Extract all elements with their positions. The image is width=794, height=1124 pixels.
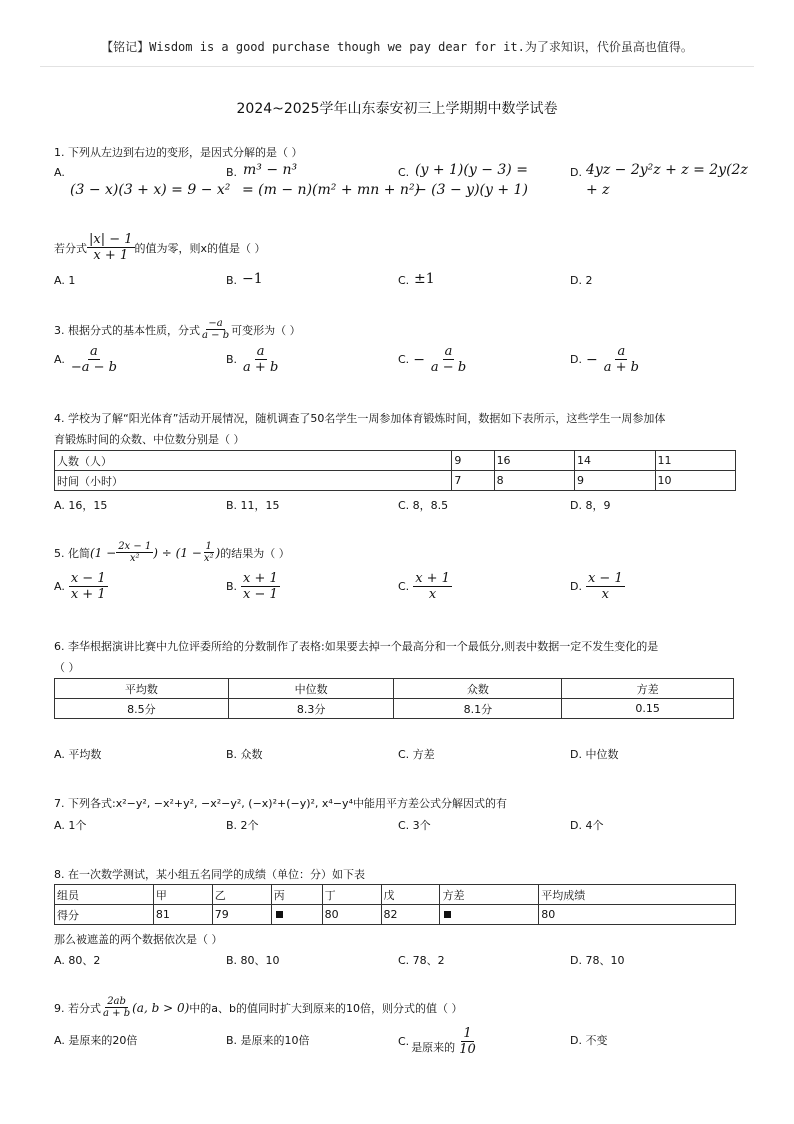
q4-cell: 14 bbox=[575, 451, 655, 471]
q1-option-c-expr1: (y + 1)(y − 3) = bbox=[415, 162, 528, 178]
q4-cell: 9 bbox=[575, 471, 655, 491]
q8-hidden-cell bbox=[440, 905, 539, 925]
q6-option-d: D. 中位数 bbox=[570, 748, 619, 761]
q9-option-c bbox=[398, 1026, 478, 1057]
q5-option-c bbox=[398, 571, 452, 602]
q1-option-a-label: A. bbox=[54, 166, 65, 179]
q3-c-den: a − b bbox=[430, 360, 467, 375]
table-row bbox=[55, 471, 736, 491]
q5-d-num: x − 1 bbox=[587, 571, 623, 586]
q8-cell: 组员 bbox=[55, 885, 154, 905]
q2-option-d: D. 2 bbox=[570, 274, 593, 287]
q7-option-a: A. 1个 bbox=[54, 819, 87, 832]
q3-option-b-frac bbox=[241, 344, 280, 375]
q5-fraction-1 bbox=[116, 541, 153, 564]
q8-cell: 81 bbox=[153, 905, 212, 925]
q8-cell: 得分 bbox=[55, 905, 154, 925]
q2-option-b-label: B. bbox=[226, 274, 238, 287]
q9-option-a: A. 是原来的20倍 bbox=[54, 1034, 138, 1047]
table-row bbox=[55, 699, 734, 719]
q8-cell: 平均成绩 bbox=[539, 885, 736, 905]
q4-cell: 10 bbox=[655, 471, 736, 491]
q5-expr-open: (1 − bbox=[90, 545, 117, 560]
q2-fraction bbox=[87, 232, 135, 263]
q3-option-a bbox=[54, 344, 119, 375]
q1-stem: 1. 下列从左边到右边的变形，是因式分解的是（ ） bbox=[54, 146, 303, 159]
q6-value-cell: 8.1分 bbox=[394, 699, 562, 719]
q9-fraction bbox=[101, 996, 132, 1019]
q1-option-c-label: C. bbox=[398, 166, 410, 179]
q5-option-c-frac bbox=[413, 571, 452, 602]
q8-cell: 丁 bbox=[322, 885, 381, 905]
q5-stem-b: 的结果为（ ） bbox=[220, 546, 290, 560]
q5-option-a-frac bbox=[69, 571, 108, 602]
q3-a-num: a bbox=[90, 344, 98, 359]
q3-a-den: −a − b bbox=[70, 360, 117, 375]
q9-option-d: D. 不变 bbox=[570, 1034, 608, 1047]
q4-option-c: C. 8，8.5 bbox=[398, 499, 449, 512]
q9-f-num: 2ab bbox=[107, 996, 126, 1007]
q9-option-c-frac bbox=[457, 1026, 478, 1057]
q9-f-den: a + b bbox=[103, 1008, 131, 1019]
q9-option-b: B. 是原来的10倍 bbox=[226, 1034, 310, 1047]
q3-b-den: a + b bbox=[243, 360, 279, 375]
q8-cell: 79 bbox=[212, 905, 271, 925]
q2-suffix: 的值为零，则x的值是（ ） bbox=[134, 241, 266, 255]
page-title: 2024~2025学年山东泰安初三上学期期中数学试卷 bbox=[236, 101, 558, 117]
q6-header-cell: 方差 bbox=[562, 679, 734, 699]
q3-option-a-frac bbox=[69, 344, 119, 375]
q8-note: 那么被遮盖的两个数据依次是（ ） bbox=[54, 933, 223, 946]
q1-option-b-expr1: m³ − n³ bbox=[243, 162, 298, 178]
q8-cell: 甲 bbox=[153, 885, 212, 905]
q5-f1-num: 2x − 1 bbox=[118, 541, 152, 552]
q3-option-a-label: A. bbox=[54, 353, 65, 366]
q5-b-num: x + 1 bbox=[243, 571, 278, 586]
q5-option-a-label: A. bbox=[54, 580, 65, 593]
table-row bbox=[55, 451, 736, 471]
table-row bbox=[55, 679, 734, 699]
q5-a-num: x − 1 bbox=[70, 571, 106, 586]
q5-expr-close: ) bbox=[215, 545, 221, 560]
q1-option-b-label: B. bbox=[226, 166, 238, 179]
q5-option-d bbox=[570, 571, 625, 602]
q5-option-b-frac bbox=[241, 571, 280, 602]
q9-condition: (a, b > 0) bbox=[132, 1000, 190, 1015]
q8-cell: 82 bbox=[381, 905, 440, 925]
q4-stem-line1: 4. 学校为了解“阳光体育”活动开展情况，随机调查了50名学生一周参加体育锻炼时间，数据如下表所示，这些学生一周参加体 bbox=[54, 412, 666, 425]
q5-option-d-frac bbox=[586, 571, 625, 602]
q9-stem-b: 中的a、b的值同时扩大到原来的10倍，则分式的值（ ） bbox=[189, 1001, 463, 1015]
q8-cell: 乙 bbox=[212, 885, 271, 905]
table-row bbox=[55, 905, 736, 925]
q8-cell: 80 bbox=[322, 905, 381, 925]
q5-fraction-2 bbox=[202, 541, 216, 564]
q3-d-den: a + b bbox=[603, 360, 639, 375]
q2-stem bbox=[54, 232, 266, 263]
q4-option-d: D. 8，9 bbox=[570, 499, 611, 512]
q3-option-b bbox=[226, 344, 280, 375]
q3-option-c-label: C. bbox=[398, 353, 410, 366]
q5-expr-mid: ) ÷ (1 − bbox=[153, 545, 202, 560]
q7-option-d: D. 4个 bbox=[570, 819, 604, 832]
q3-stem-b: 可变形为（ ） bbox=[231, 323, 301, 337]
q8-cell: 戊 bbox=[381, 885, 440, 905]
q2-prefix: 若分式 bbox=[54, 241, 87, 255]
q6-header-cell: 众数 bbox=[394, 679, 562, 699]
q5-a-den: x + 1 bbox=[70, 587, 106, 602]
q4-option-a: A. 16，15 bbox=[54, 499, 108, 512]
q1-option-d-label: D. bbox=[570, 166, 582, 179]
q6-option-c: C. 方差 bbox=[398, 748, 435, 761]
q3-stem-a: 3. 根据分式的基本性质，分式 bbox=[54, 323, 200, 337]
q5-stem-a: 5. 化简 bbox=[54, 546, 90, 560]
q9-option-c-label: C. bbox=[398, 1035, 410, 1048]
q4-option-b: B. 11，15 bbox=[226, 499, 280, 512]
q8-table bbox=[54, 884, 736, 925]
q3-stem bbox=[54, 318, 301, 341]
table-row bbox=[55, 885, 736, 905]
q2-option-a: A. 1 bbox=[54, 274, 76, 287]
q5-option-a bbox=[54, 571, 108, 602]
q5-c-num: x + 1 bbox=[415, 571, 450, 586]
q6-option-b: B. 众数 bbox=[226, 748, 263, 761]
q8-stem: 8. 在一次数学测试，某小组五名同学的成绩（单位：分）如下表 bbox=[54, 868, 365, 881]
q8-cell: 丙 bbox=[271, 885, 322, 905]
q2-option-c-label: C. bbox=[398, 274, 410, 287]
q3-option-d bbox=[570, 344, 641, 375]
q8-option-d: D. 78、10 bbox=[570, 954, 625, 967]
header-motto: 【铭记】Wisdom is a good purchase though we pay dear for it.为了求知识，代价虽高也值得。 bbox=[101, 40, 693, 54]
q4-cell: 9 bbox=[452, 451, 494, 471]
cover-block-icon bbox=[444, 911, 451, 918]
q6-option-a: A. 平均数 bbox=[54, 748, 102, 761]
header-divider bbox=[40, 66, 754, 67]
q6-table bbox=[54, 678, 734, 719]
q3-option-d-sign: − bbox=[585, 351, 598, 368]
q3-stem-fraction bbox=[200, 318, 231, 341]
q4-cell: 16 bbox=[494, 451, 574, 471]
q2-fraction-den: x + 1 bbox=[93, 248, 129, 263]
q8-cell: 方差 bbox=[440, 885, 539, 905]
q4-table bbox=[54, 450, 736, 491]
q5-option-b-label: B. bbox=[226, 580, 238, 593]
q3-c-num: a bbox=[444, 344, 453, 359]
q6-stem-line2: （ ） bbox=[54, 661, 80, 674]
q4-cell: 8 bbox=[494, 471, 574, 491]
q6-value-cell: 0.15 bbox=[562, 699, 734, 719]
q6-value-cell: 8.5分 bbox=[55, 699, 229, 719]
q5-d-den: x bbox=[601, 587, 610, 602]
q3-stem-den: a − b bbox=[202, 330, 230, 341]
q9-stem-a: 9. 若分式 bbox=[54, 1001, 101, 1015]
q9-c-num: 1 bbox=[463, 1026, 472, 1041]
q5-option-b bbox=[226, 571, 280, 602]
q8-option-a: A. 80、2 bbox=[54, 954, 101, 967]
q6-header-cell: 中位数 bbox=[228, 679, 394, 699]
q3-option-c bbox=[398, 344, 468, 375]
q3-d-num: a bbox=[617, 344, 626, 359]
q3-option-c-sign: − bbox=[413, 351, 425, 368]
q3-option-d-label: D. bbox=[570, 353, 582, 366]
q9-option-c-text: 是原来的 bbox=[411, 1040, 456, 1054]
q1-option-d-expr2: + z bbox=[586, 182, 610, 198]
q4-stem-line2: 育锻炼时间的众数、中位数分别是（ ） bbox=[54, 433, 245, 446]
q8-option-b: B. 80、10 bbox=[226, 954, 280, 967]
q7-stem: 7. 下列各式:x²−y², −x²+y², −x²−y², (−x)²+(−y)², x⁴−y⁴中能用平方差公式分解因式的有 bbox=[54, 797, 507, 810]
q5-f2-den: x² bbox=[203, 553, 214, 564]
q2-option-c: ±1 bbox=[414, 271, 435, 287]
q8-hidden-cell bbox=[271, 905, 322, 925]
q5-option-d-label: D. bbox=[570, 580, 582, 593]
q5-c-den: x bbox=[428, 587, 437, 602]
q5-f1-den: x² bbox=[129, 553, 140, 564]
q8-option-c: C. 78、2 bbox=[398, 954, 445, 967]
q7-option-b: B. 2个 bbox=[226, 819, 259, 832]
q1-option-b-expr2: = (m − n)(m² + mn + n²) bbox=[242, 182, 421, 198]
q2-option-b: −1 bbox=[242, 271, 263, 287]
q4-cell: 11 bbox=[655, 451, 736, 471]
q6-header-cell: 平均数 bbox=[55, 679, 229, 699]
q8-cell: 80 bbox=[539, 905, 736, 925]
q3-option-b-label: B. bbox=[226, 353, 238, 366]
q1-option-c-expr2: − (3 − y)(y + 1) bbox=[415, 182, 528, 198]
q1-option-a-expr: (3 − x)(3 + x) = 9 − x² bbox=[70, 182, 231, 198]
q4-cell: 时间（小时） bbox=[55, 471, 452, 491]
cover-block-icon bbox=[276, 911, 283, 918]
q9-stem bbox=[54, 996, 462, 1019]
q3-stem-num: −a bbox=[208, 318, 223, 329]
q9-c-den: 10 bbox=[459, 1042, 476, 1057]
q5-b-den: x − 1 bbox=[243, 587, 278, 602]
q5-option-c-label: C. bbox=[398, 580, 410, 593]
q7-option-c: C. 3个 bbox=[398, 819, 431, 832]
q4-cell: 人数（人） bbox=[55, 451, 452, 471]
q6-stem-line1: 6. 李华根据演讲比赛中九位评委所给的分数制作了表格:如果要去掉一个最高分和一个最低分,则表中数据一定不发生变化的是 bbox=[54, 640, 659, 653]
q3-b-num: a bbox=[256, 344, 265, 359]
q3-option-d-frac bbox=[602, 344, 641, 375]
q4-cell: 7 bbox=[452, 471, 494, 491]
q5-stem bbox=[54, 541, 290, 564]
q2-fraction-num: |x| − 1 bbox=[89, 232, 133, 247]
q3-option-c-frac bbox=[429, 344, 468, 375]
q1-option-d-expr1: 4yz − 2y²z + z = 2y(2z bbox=[586, 162, 748, 178]
q5-f2-num: 1 bbox=[205, 541, 212, 552]
q6-value-cell: 8.3分 bbox=[228, 699, 394, 719]
